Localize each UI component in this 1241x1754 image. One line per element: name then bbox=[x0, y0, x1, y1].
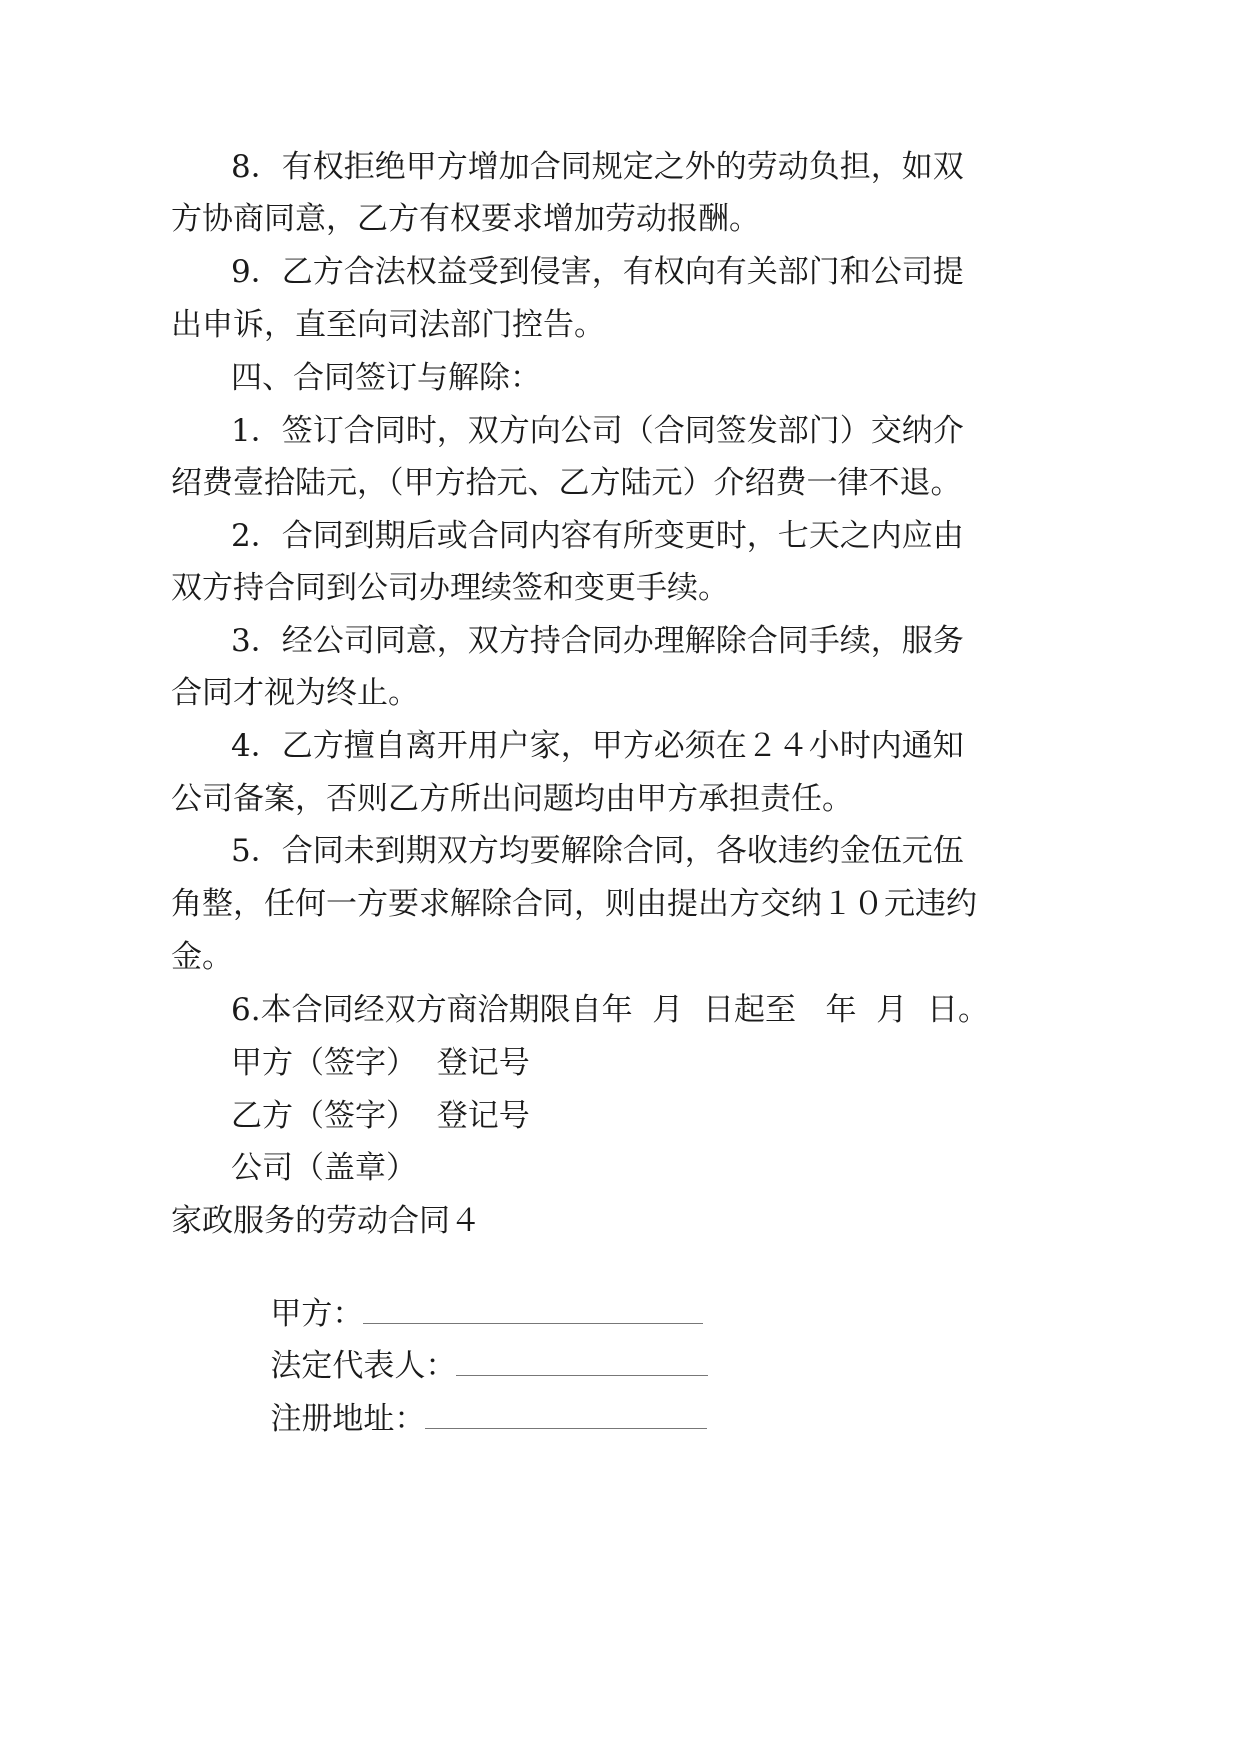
body-line: 9．乙方合法权益受到侵害，有权向有关部门和公司提 bbox=[231, 254, 964, 290]
body-line: 方协商同意，乙方有权要求增加劳动报酬。 bbox=[171, 201, 760, 237]
next-contract-title: 家政服务的劳动合同４ bbox=[171, 1203, 481, 1239]
body-line: 4．乙方擅自离开用户家，甲方必须在２４小时内通知 bbox=[231, 728, 964, 764]
field-label: 甲方： bbox=[270, 1296, 364, 1332]
field-registered-address bbox=[231, 1359, 707, 1479]
signature-line-party-a: 甲方（签字） 登记号 bbox=[231, 1045, 530, 1081]
term-line: 6.本合同经双方商洽期限自年 月 日起至 年 月 日。 bbox=[231, 992, 989, 1028]
body-line: 公司备案，否则乙方所出问题均由甲方承担责任。 bbox=[171, 781, 853, 817]
signature-line-party-b: 乙方（签字） 登记号 bbox=[231, 1098, 530, 1134]
body-line: 1．签订合同时，双方向公司（合同签发部门）交纳介 bbox=[231, 413, 964, 449]
body-line: 角整，任何一方要求解除合同，则由提出方交纳１０元违约 bbox=[171, 886, 977, 922]
body-line: 2．合同到期后或合同内容有所变更时，七天之内应由 bbox=[231, 518, 964, 554]
field-label: 注册地址： bbox=[270, 1401, 426, 1437]
body-line: 绍费壹拾陆元，（甲方拾元、乙方陆元）介绍费一律不退。 bbox=[171, 465, 962, 501]
body-line: 合同才视为终止。 bbox=[171, 675, 419, 711]
section-heading: 四、合同签订与解除： bbox=[231, 360, 541, 396]
body-line: 8．有权拒绝甲方增加合同规定之外的劳动负担，如双 bbox=[231, 149, 964, 185]
field-label: 法定代表人： bbox=[270, 1348, 457, 1384]
body-line: 出申诉，直至向司法部门控告。 bbox=[171, 307, 605, 343]
body-line: 3．经公司同意，双方持合同办理解除合同手续，服务 bbox=[231, 623, 964, 659]
blank-underline bbox=[425, 1406, 707, 1429]
body-line: 5．合同未到期双方均要解除合同，各收违约金伍元伍 bbox=[231, 833, 964, 869]
company-seal-line: 公司（盖章） bbox=[231, 1150, 417, 1186]
body-line: 双方持合同到公司办理续签和变更手续。 bbox=[171, 570, 729, 606]
body-line: 金。 bbox=[171, 939, 233, 975]
